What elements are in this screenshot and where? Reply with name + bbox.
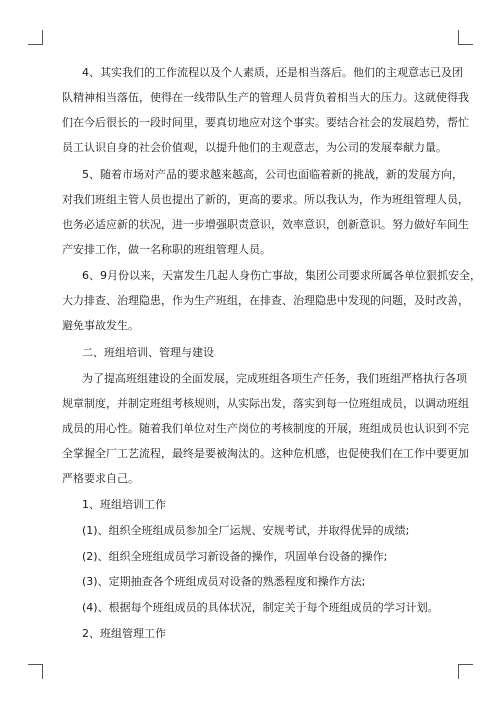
- paragraph-7-line-4: 全掌握全厂工艺流程，最终是要被淘汰的。这种危机感，也促使我们在工作中要更加: [62, 447, 469, 460]
- crop-mark-top-right: [458, 30, 473, 45]
- list-item-2: (2)、组织全班组成员学习新设备的操作，巩固单台设备的操作;: [82, 550, 388, 563]
- paragraph-4-line-4: 员工认识自身的社会价值观，以提升他们的主观意志，为公司的发展奉献力量。: [62, 141, 447, 154]
- paragraph-5-line-2: 对我们班组主管人员也提出了新的，更高的要求。所以我认为，作为班组管理人员，: [62, 193, 469, 206]
- section-heading-2: 二、班组培训、管理与建设: [82, 346, 214, 359]
- paragraph-6-line-3: 避免事故发生。: [62, 319, 139, 332]
- paragraph-4-line-2: 队精神相当落伍，使得在一线带队生产的管理人员背负着相当大的压力。这就使得我: [62, 91, 469, 104]
- paragraph-7-line-2: 规章制度，并制定班组考核规则，从实际出发，落实到每一位班组成员，以调动班组: [62, 397, 469, 410]
- list-item-3: (3)、定期抽查各个班组成员对设备的熟悉程度和操作方法;: [82, 575, 366, 588]
- paragraph-4-line-1: 4、其实我们的工作流程以及个人素质，还是相当落后。他们的主观意志已及团: [82, 66, 463, 79]
- paragraph-6-line-1: 6、9月份以来，天富发生几起人身伤亡事故，集团公司要求所属各单位狠抓安全，: [82, 269, 481, 282]
- paragraph-5-line-1: 5、随着市场对产品的要求越来越高，公司也面临着新的挑战，新的发展方向，: [82, 168, 463, 181]
- crop-mark-bottom-left: [28, 664, 43, 679]
- paragraph-7-line-1: 为了提高班组建设的全面发展，完成班组各项生产任务，我们班组严格执行各项: [82, 372, 467, 385]
- paragraph-6-line-2: 大力排查、治理隐患，作为生产班组，在排查、治理隐患中发现的问题，及时改善，: [62, 294, 469, 307]
- paragraph-5-line-4: 产安排工作，做一名称职的班组管理人员。: [62, 243, 271, 256]
- list-item-4: (4)、根据每个班组成员的具体状况，制定关于每个班组成员的学习计划。: [82, 601, 439, 614]
- subheading-training: 1、班组培训工作: [82, 498, 166, 511]
- subheading-management: 2、班组管理工作: [82, 627, 166, 640]
- paragraph-4-line-3: 们在今后很长的一段时间里，要真切地应对这个事实。要结合社会的发展趋势，帮忙: [62, 116, 469, 129]
- crop-mark-top-left: [28, 30, 43, 45]
- paragraph-5-line-3: 也务必适应新的状况，进一步增强职责意识，效率意识，创新意识。努力做好车间生: [62, 218, 469, 231]
- paragraph-7-line-3: 成员的用心性。随着我们单位对生产岗位的考核制度的开展，班组成员也认识到不完: [62, 422, 469, 435]
- crop-mark-bottom-right: [458, 664, 473, 679]
- paragraph-7-line-5: 严格要求自己。: [62, 472, 139, 485]
- list-item-1: (1)、组织全班组成员参加全厂运规、安规考试，并取得优异的成绩;: [82, 524, 410, 537]
